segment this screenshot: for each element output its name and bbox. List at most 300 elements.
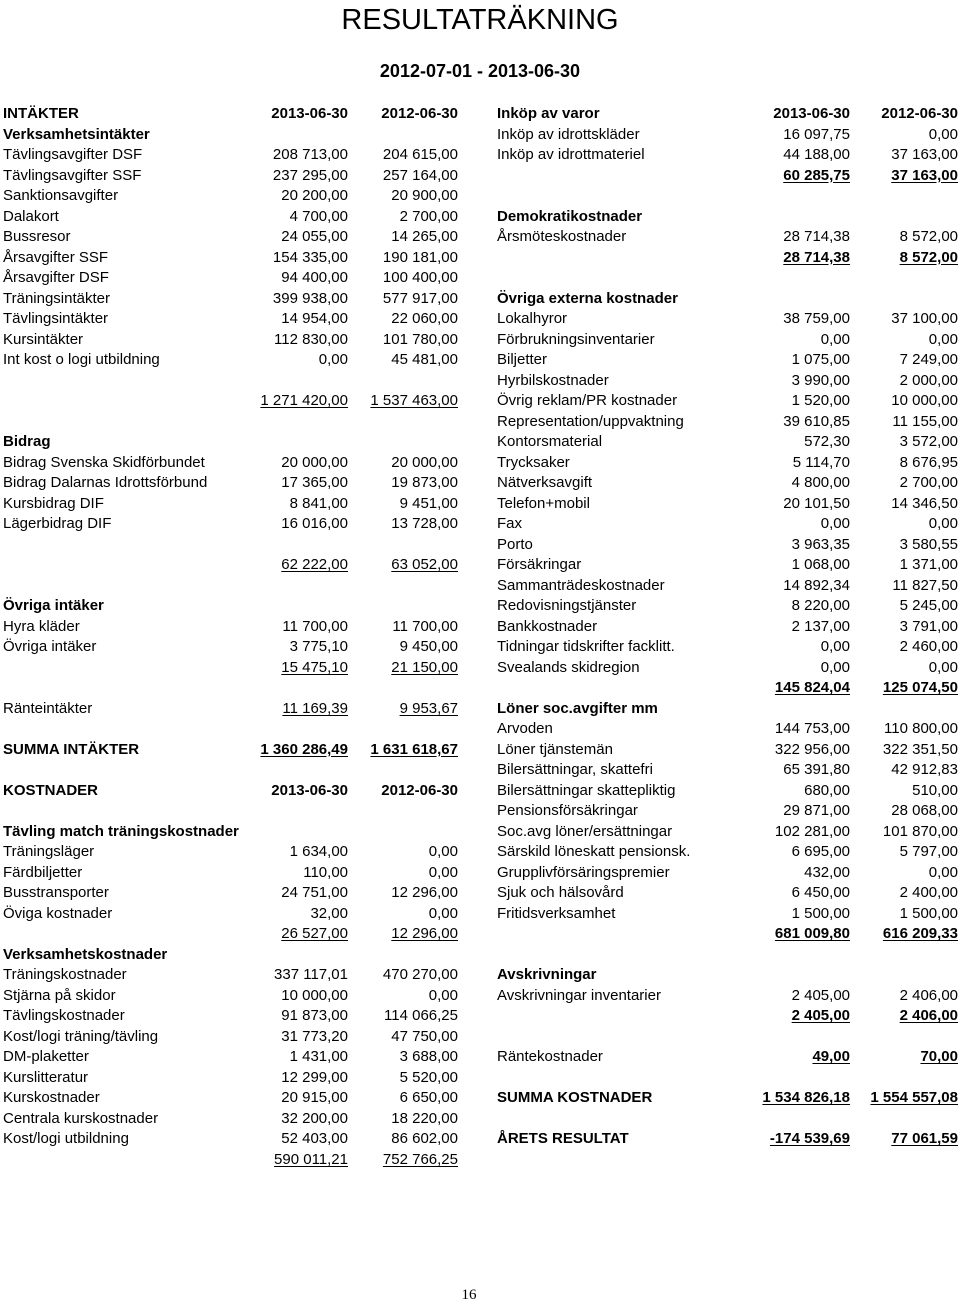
value-2012: 6 650,00 — [399, 1089, 458, 1106]
table-row — [3, 350, 458, 371]
value-2012: 8 676,95 — [899, 453, 958, 471]
table-row — [3, 145, 458, 166]
table-row — [3, 883, 458, 904]
table-row — [497, 719, 958, 740]
value-2012: 70,00 — [920, 1048, 958, 1065]
table-row — [497, 555, 958, 576]
value-2013: 1 271 420,00 — [260, 392, 348, 409]
table-row — [3, 1109, 458, 1130]
value-2013: 2013-06-30 — [773, 105, 850, 122]
table-row — [3, 781, 458, 802]
value-2012: 1 371,00 — [899, 556, 958, 573]
table-row — [3, 207, 458, 228]
subtotal-row — [3, 1150, 458, 1171]
table-row — [3, 268, 458, 289]
table-row — [3, 104, 458, 125]
row-label: Biljetter — [497, 351, 548, 368]
row-label: Kost/logi träning/tävling — [3, 1027, 159, 1045]
row-label: Verksamhetsintäkter — [3, 125, 150, 143]
table-row — [497, 986, 958, 1007]
value-2012: 22 060,00 — [391, 310, 458, 327]
value-2013: 237 295,00 — [272, 166, 348, 184]
table-row — [3, 617, 458, 638]
value-2013: 0,00 — [820, 638, 850, 655]
value-2013: 590 011,21 — [274, 1150, 348, 1168]
table-row — [3, 986, 458, 1007]
row-label: Bussresor — [3, 228, 71, 245]
row-label: Stjärna på skidor — [3, 986, 116, 1004]
spacer-row — [497, 945, 958, 966]
value-2012: 257 164,00 — [382, 166, 458, 184]
value-2013: 322 956,00 — [774, 740, 850, 758]
row-label: Soc.avg löner/ersättningar — [497, 822, 673, 840]
table-row — [497, 842, 958, 863]
value-2013: 2 137,00 — [791, 617, 850, 635]
value-2012: 28 068,00 — [891, 802, 958, 819]
value-2012: 0,00 — [928, 330, 958, 348]
row-label: Bankkostnader — [497, 617, 598, 635]
value-2012: 10 000,00 — [891, 392, 958, 409]
value-2013: 12 299,00 — [281, 1068, 348, 1086]
table-row — [3, 1006, 458, 1027]
value-2012: 37 100,00 — [891, 310, 958, 327]
value-2012: 0,00 — [428, 843, 458, 860]
table-row — [497, 453, 958, 474]
value-2012: 0,00 — [428, 863, 458, 881]
value-2012: 37 163,00 — [891, 146, 958, 163]
value-2013: 572,30 — [804, 433, 850, 450]
value-2013: 11 169,39 — [282, 699, 348, 717]
row-label: Årsmöteskostnader — [497, 228, 627, 245]
value-2013: 32 200,00 — [281, 1109, 348, 1127]
table-row — [497, 637, 958, 658]
value-2013: 3 963,35 — [791, 535, 850, 553]
value-2012: 63 052,00 — [391, 556, 458, 573]
value-2013: 0,00 — [820, 515, 850, 532]
table-row — [497, 125, 958, 146]
value-2012: 2012-06-30 — [381, 105, 458, 122]
row-label: Verksamhetskostnader — [3, 945, 168, 963]
table-row — [3, 1088, 458, 1109]
value-2012: 47 750,00 — [391, 1027, 458, 1045]
value-2012: 0,00 — [428, 904, 458, 922]
value-2012: 0,00 — [428, 986, 458, 1004]
spacer-row — [497, 1109, 958, 1130]
value-2013: 4 800,00 — [791, 474, 850, 491]
value-2013: 681 009,80 — [774, 925, 850, 942]
spacer-row — [497, 268, 958, 289]
value-2012: 577 917,00 — [382, 289, 458, 307]
value-2012: 190 181,00 — [382, 248, 458, 266]
value-2012: 2 400,00 — [899, 884, 958, 901]
value-2013: 65 391,80 — [783, 761, 850, 778]
value-2012: 9 450,00 — [399, 638, 458, 655]
subtotal-row — [3, 391, 458, 412]
row-label: Lägerbidrag DIF — [3, 515, 112, 532]
value-2012: 14 265,00 — [391, 228, 458, 245]
page-number: 16 — [461, 1287, 477, 1303]
table-row — [497, 863, 958, 884]
row-label: Kurskostnader — [3, 1089, 100, 1106]
spacer-row — [3, 760, 458, 781]
spacer-row — [3, 719, 458, 740]
table-row — [3, 125, 458, 146]
value-2013: 2013-06-30 — [271, 781, 348, 799]
table-row — [497, 617, 958, 638]
subtotal-row — [497, 1006, 958, 1027]
value-2013: 4 700,00 — [289, 207, 348, 225]
table-row — [497, 658, 958, 679]
value-2012: 5 520,00 — [399, 1068, 458, 1086]
value-2013: 62 222,00 — [281, 556, 348, 573]
value-2012: 616 209,33 — [882, 925, 958, 942]
value-2012: 12 296,00 — [391, 884, 458, 901]
value-2013: 60 285,75 — [783, 166, 850, 184]
row-label: Pensionsförsäkringar — [497, 802, 638, 819]
value-2012: 3 580,55 — [899, 535, 958, 553]
spacer-row — [3, 535, 458, 556]
row-label: Bidrag Dalarnas Idrottsförbund — [3, 474, 208, 491]
row-label: Öviga kostnader — [3, 904, 113, 922]
table-row — [497, 576, 958, 597]
value-2012: 0,00 — [928, 125, 958, 143]
row-label: Övriga intäker — [3, 597, 104, 614]
table-row — [3, 945, 458, 966]
value-2013: 11 700,00 — [282, 617, 348, 635]
value-2013: 20 915,00 — [281, 1089, 348, 1106]
income-and-costs-column — [3, 104, 458, 1170]
value-2013: 8 220,00 — [791, 597, 850, 614]
table-row — [497, 289, 958, 310]
value-2013: 1 075,00 — [791, 351, 850, 368]
row-label: Inköp av idrottskläder — [497, 125, 640, 143]
table-row — [497, 781, 958, 802]
value-2012: 0,00 — [928, 658, 958, 676]
row-label: Tävlingsavgifter SSF — [3, 166, 142, 184]
value-2012: 1 554 557,08 — [870, 1089, 958, 1106]
value-2012: 100 400,00 — [382, 269, 458, 286]
row-label: KOSTNADER — [3, 781, 99, 799]
report-period: 2012-07-01 - 2013-06-30 — [379, 61, 581, 81]
value-2013: 1 360 286,49 — [260, 740, 348, 758]
value-2012: 0,00 — [928, 863, 958, 881]
value-2012: 7 249,00 — [899, 351, 958, 368]
table-row — [497, 1047, 958, 1068]
row-label: Räntekostnader — [497, 1048, 603, 1065]
row-label: Grupplivförsäringspremier — [497, 863, 670, 881]
value-2013: 2 405,00 — [791, 986, 850, 1004]
row-label: Fritidsverksamhet — [497, 904, 616, 922]
value-2013: 1 534 826,18 — [762, 1089, 850, 1106]
table-row — [3, 453, 458, 474]
table-row — [497, 412, 958, 433]
row-label: Inköp av varor — [497, 105, 600, 122]
value-2013: 1 500,00 — [791, 904, 850, 922]
table-row — [3, 1027, 458, 1048]
row-label: Bilersättningar, skattefri — [497, 761, 653, 778]
table-row — [497, 904, 958, 925]
value-2012: 3 572,00 — [899, 433, 958, 450]
table-row — [3, 1047, 458, 1068]
value-2012: 13 728,00 — [391, 515, 458, 532]
table-row — [497, 432, 958, 453]
row-label: Arvoden — [497, 720, 553, 737]
value-2013: 16 097,75 — [783, 125, 850, 143]
row-label: Övrig reklam/PR kostnader — [497, 392, 678, 409]
row-label: SUMMA INTÄKTER — [3, 740, 140, 758]
value-2012: 20 000,00 — [391, 453, 458, 471]
table-row — [3, 289, 458, 310]
table-row — [3, 863, 458, 884]
table-row — [497, 309, 958, 330]
table-row — [497, 227, 958, 248]
value-2012: 9 953,67 — [399, 699, 458, 717]
row-label: Övriga intäker — [3, 638, 97, 655]
value-2013: 14 954,00 — [281, 310, 348, 327]
table-row — [3, 248, 458, 269]
table-row — [497, 740, 958, 761]
value-2013: 52 403,00 — [281, 1130, 348, 1147]
row-label: Färdbiljetter — [3, 863, 83, 881]
row-label: Löner soc.avgifter mm — [497, 699, 658, 717]
value-2013: 112 830,00 — [274, 330, 348, 348]
value-2013: 0,00 — [820, 658, 850, 676]
table-row — [497, 535, 958, 556]
table-row — [497, 883, 958, 904]
value-2013: 110,00 — [303, 863, 348, 881]
value-2012: 77 061,59 — [891, 1130, 958, 1147]
value-2012: 204 615,00 — [382, 146, 458, 163]
row-label: Försäkringar — [497, 556, 582, 573]
row-label: Svealands skidregion — [497, 658, 640, 676]
row-label: Förbrukningsinventarier — [497, 330, 655, 348]
row-label: Särskild löneskatt pensionsk. — [497, 843, 691, 860]
row-label: Hyrbilskostnader — [497, 371, 609, 389]
value-2012: 2 000,00 — [899, 371, 958, 389]
row-label: Träningsläger — [3, 843, 95, 860]
row-label: Tidningar tidskrifter facklitt. — [497, 638, 675, 655]
row-label: Centrala kurskostnader — [3, 1109, 159, 1127]
value-2013: 24 751,00 — [281, 884, 348, 901]
table-row — [497, 473, 958, 494]
value-2013: 1 431,00 — [289, 1048, 348, 1065]
value-2012: 9 451,00 — [399, 494, 458, 512]
row-label: INTÄKTER — [3, 105, 79, 122]
value-2012: 19 873,00 — [391, 474, 458, 491]
value-2012: 86 602,00 — [391, 1130, 458, 1147]
value-2012: 14 346,50 — [891, 494, 958, 512]
value-2012: 510,00 — [912, 781, 958, 799]
table-row — [497, 699, 958, 720]
row-label: DM-plaketter — [3, 1048, 89, 1065]
value-2012: 2 406,00 — [899, 1007, 958, 1024]
spacer-row — [3, 412, 458, 433]
value-2012: 5 245,00 — [899, 597, 958, 614]
value-2013: 24 055,00 — [281, 228, 348, 245]
value-2013: 20 000,00 — [281, 453, 348, 471]
row-label: Lokalhyror — [497, 310, 568, 327]
value-2012: 21 150,00 — [391, 658, 458, 676]
value-2013: 337 117,01 — [274, 966, 348, 983]
value-2013: 26 527,00 — [281, 925, 348, 942]
subtotal-row — [3, 924, 458, 945]
table-row — [3, 822, 458, 843]
value-2013: -174 539,69 — [769, 1130, 850, 1147]
row-label: SUMMA KOSTNADER — [497, 1089, 653, 1106]
row-label: Löner tjänstemän — [497, 740, 613, 758]
report-title: RESULTATRÄKNING — [341, 4, 619, 36]
row-label: Hyra kläder — [3, 617, 80, 635]
value-2012: 11 827,50 — [892, 576, 958, 594]
row-label: Busstransporter — [3, 884, 109, 901]
row-label: Fax — [497, 515, 523, 532]
table-row — [3, 842, 458, 863]
value-2013: 5 114,70 — [792, 453, 850, 471]
value-2012: 125 074,50 — [882, 679, 958, 696]
table-row — [3, 227, 458, 248]
row-label: Kursbidrag DIF — [3, 494, 104, 512]
spacer-row — [3, 371, 458, 392]
value-2012: 1 500,00 — [899, 904, 958, 922]
row-label: Tävlingskostnader — [3, 1007, 125, 1024]
subtotal-row — [497, 924, 958, 945]
row-label: Tävling match träningskostnader — [3, 822, 239, 840]
row-label: Int kost o logi utbildning — [3, 351, 160, 368]
spacer-row — [3, 801, 458, 822]
row-label: Tävlingsavgifter DSF — [3, 146, 143, 163]
value-2012: 37 163,00 — [891, 166, 958, 184]
row-label: Sanktionsavgifter — [3, 187, 119, 204]
value-2012: 2 700,00 — [399, 207, 458, 225]
row-label: Bidrag — [3, 433, 51, 450]
row-label: Trycksaker — [497, 453, 570, 471]
table-row — [497, 350, 958, 371]
row-label: Redovisningstjänster — [497, 597, 637, 614]
value-2012: 110 800,00 — [884, 720, 958, 737]
value-2013: 2013-06-30 — [271, 105, 348, 122]
table-row — [3, 186, 458, 207]
row-label: Kontorsmaterial — [497, 433, 603, 450]
value-2013: 1 634,00 — [289, 843, 348, 860]
spacer-row — [3, 678, 458, 699]
value-2013: 3 990,00 — [791, 371, 850, 389]
value-2013: 102 281,00 — [774, 822, 850, 840]
value-2012: 101 870,00 — [882, 822, 958, 840]
value-2012: 45 481,00 — [391, 351, 458, 368]
value-2012: 11 700,00 — [392, 617, 458, 635]
table-row — [497, 822, 958, 843]
value-2012: 752 766,25 — [382, 1150, 458, 1168]
value-2012: 2 700,00 — [899, 474, 958, 491]
table-row — [497, 330, 958, 351]
table-row — [497, 104, 958, 125]
value-2013: 49,00 — [812, 1048, 850, 1065]
spacer-row — [497, 1068, 958, 1089]
value-2013: 208 713,00 — [272, 146, 348, 163]
value-2013: 144 753,00 — [774, 720, 850, 737]
table-row — [497, 965, 958, 986]
value-2013: 1 520,00 — [791, 392, 850, 409]
table-row — [497, 801, 958, 822]
table-row — [3, 330, 458, 351]
row-label: Sammanträdeskostnader — [497, 576, 665, 594]
spacer-row — [497, 186, 958, 207]
value-2013: 1 068,00 — [791, 556, 850, 573]
subtotal-row — [3, 555, 458, 576]
value-2013: 28 714,38 — [783, 248, 850, 266]
row-label: Kurslitteratur — [3, 1068, 89, 1086]
value-2013: 31 773,20 — [281, 1027, 348, 1045]
value-2013: 14 892,34 — [783, 576, 850, 594]
row-label: Kursintäkter — [3, 330, 84, 348]
row-label: Telefon+mobil — [497, 494, 590, 512]
value-2013: 0,00 — [318, 351, 348, 368]
row-label: Bidrag Svenska Skidförbundet — [3, 453, 205, 471]
value-2012: 322 351,50 — [882, 740, 958, 758]
table-row — [3, 699, 458, 720]
value-2012: 3 791,00 — [899, 617, 958, 635]
value-2012: 1 537 463,00 — [370, 392, 458, 409]
row-label: Porto — [497, 535, 533, 553]
row-label: Årsavgifter DSF — [3, 269, 109, 286]
row-label: Övriga externa kostnader — [497, 289, 678, 307]
spacer-row — [497, 1027, 958, 1048]
value-2013: 432,00 — [804, 863, 850, 881]
table-row — [497, 494, 958, 515]
value-2012: 2012-06-30 — [881, 105, 958, 122]
value-2013: 20 101,50 — [783, 494, 850, 512]
value-2012: 2 406,00 — [899, 986, 958, 1004]
subtotal-row — [497, 166, 958, 187]
row-label: Ränteintäkter — [3, 699, 93, 717]
value-2013: 20 200,00 — [281, 187, 348, 204]
table-row — [3, 740, 458, 761]
value-2012: 12 296,00 — [391, 925, 458, 942]
value-2013: 29 871,00 — [783, 802, 850, 819]
table-row — [3, 596, 458, 617]
table-row — [497, 596, 958, 617]
value-2013: 32,00 — [310, 904, 348, 922]
row-label: Träningsintäkter — [3, 289, 110, 307]
value-2013: 0,00 — [820, 330, 850, 348]
value-2013: 15 475,10 — [281, 658, 348, 676]
value-2013: 39 610,85 — [783, 412, 850, 430]
value-2012: 101 780,00 — [382, 330, 458, 348]
table-row — [497, 760, 958, 781]
value-2013: 8 841,00 — [289, 494, 348, 512]
value-2013: 38 759,00 — [783, 310, 850, 327]
value-2013: 6 695,00 — [791, 843, 850, 860]
subtotal-row — [3, 658, 458, 679]
value-2013: 91 873,00 — [281, 1007, 348, 1024]
spacer-row — [3, 576, 458, 597]
table-row — [3, 309, 458, 330]
value-2012: 0,00 — [928, 515, 958, 532]
row-label: Nätverksavgift — [497, 474, 593, 491]
value-2013: 680,00 — [804, 781, 850, 799]
row-label: Sjuk och hälsovård — [497, 884, 624, 901]
table-row — [3, 494, 458, 515]
row-label: Dalakort — [3, 207, 59, 225]
value-2013: 44 188,00 — [783, 146, 850, 163]
value-2013: 94 400,00 — [281, 269, 348, 286]
row-label: Träningskostnader — [3, 966, 127, 983]
value-2013: 28 714,38 — [783, 228, 850, 245]
row-label: Representation/uppvaktning — [497, 412, 684, 430]
table-row — [3, 637, 458, 658]
row-label: Tävlingsintäkter — [3, 310, 109, 327]
value-2013: 17 365,00 — [281, 474, 348, 491]
